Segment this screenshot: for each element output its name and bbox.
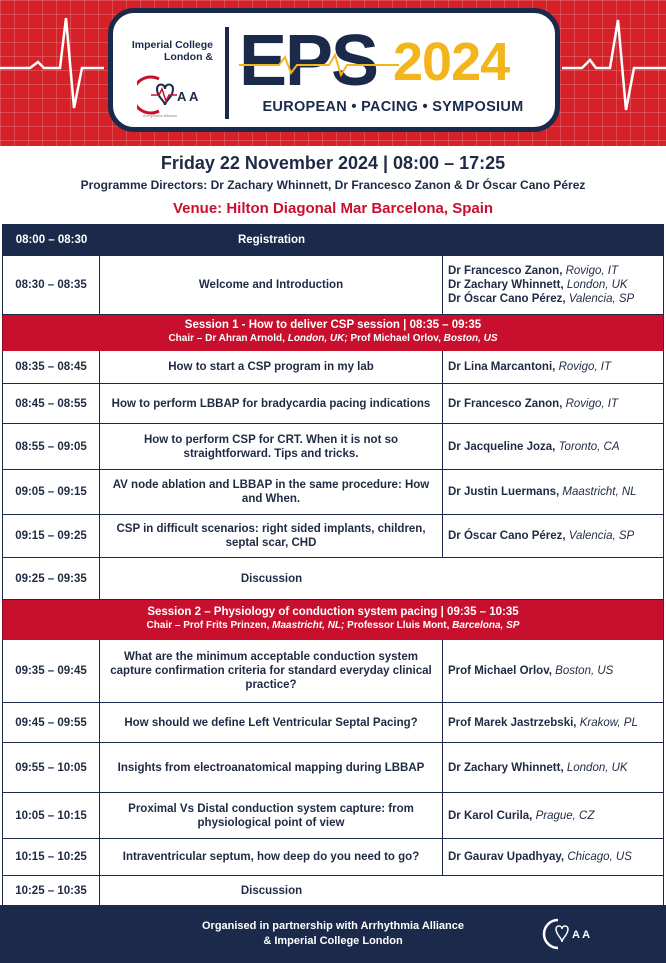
row-speaker: Dr Gaurav Upadhyay, Chicago, US bbox=[448, 851, 632, 863]
row-time: 10:05 – 10:15 bbox=[3, 793, 100, 838]
speaker: Dr Zachary Whinnett, London, UK bbox=[448, 279, 628, 291]
table-row-discussion bbox=[2, 558, 664, 600]
row-title: How to perform LBBAP for bradycardia pacing indications bbox=[100, 384, 443, 423]
row-time: 08:35 – 08:45 bbox=[3, 351, 100, 383]
row-title: Intraventricular septum, how deep do you need to go? bbox=[100, 839, 443, 875]
row-title: How to start a CSP program in my lab bbox=[100, 351, 443, 383]
row-speaker: Dr Jacqueline Joza, Toronto, CA bbox=[448, 440, 620, 453]
row-time: 08:30 – 08:35 bbox=[3, 256, 100, 314]
row-time: 09:05 – 09:15 bbox=[3, 470, 100, 514]
row-time: 09:25 – 09:35 bbox=[3, 558, 100, 599]
eps-year: 2024 bbox=[393, 32, 510, 92]
session-title: Session 1 - How to deliver CSP session | 08:35 – 09:35 bbox=[184, 319, 482, 331]
row-title: AV node ablation and LBBAP in the same procedure: How and When. bbox=[100, 470, 443, 514]
row-time: 08:00 – 08:30 bbox=[15, 233, 88, 246]
session-chair: Chair – Prof Frits Prinzen, Maastricht, NL; Professor Lluis Mont, Barcelona, SP bbox=[146, 620, 520, 631]
row-time: 10:15 – 10:25 bbox=[3, 839, 100, 875]
arrhythmia-alliance-logo bbox=[137, 71, 199, 117]
table-row bbox=[2, 384, 664, 424]
row-title: What are the minimum acceptable conduction system capture confirmation criteria for standard everyday clinical practice? bbox=[100, 640, 443, 702]
row-title: CSP in difficult scenarios: right sided implants, children, septal scar, CHD bbox=[100, 515, 443, 557]
eps-text: EPS bbox=[239, 21, 378, 101]
row-title: Registration bbox=[237, 233, 306, 246]
row-title: Discussion bbox=[240, 572, 303, 585]
row-time: 09:35 – 09:45 bbox=[3, 640, 100, 702]
table-row bbox=[2, 470, 664, 515]
table-row bbox=[2, 839, 664, 876]
svg-text:A A: A A bbox=[177, 89, 199, 104]
event-banner bbox=[0, 0, 666, 146]
event-date: Friday 22 November 2024 | 08:00 – 17:25 bbox=[160, 153, 506, 173]
row-speaker: Dr Francesco Zanon, Rovigo, IT bbox=[448, 397, 619, 410]
symposium-title: EUROPEAN • PACING • SYMPOSIUM bbox=[262, 99, 524, 115]
eps-wordmark bbox=[239, 23, 557, 103]
session-chair: Chair – Dr Ahran Arnold, London, UK; Prof Michael Orlov, Boston, US bbox=[168, 333, 498, 344]
row-speakers bbox=[443, 256, 663, 314]
row-speaker: Dr Óscar Cano Pérez, Valencia, SP bbox=[448, 530, 635, 542]
table-row-welcome bbox=[2, 256, 664, 315]
svg-text:A A: A A bbox=[572, 929, 591, 941]
table-row bbox=[2, 793, 664, 839]
row-speaker: Prof Marek Jastrzebski, Krakow, PL bbox=[448, 716, 638, 729]
row-time: 09:55 – 10:05 bbox=[3, 743, 100, 792]
row-speaker: Dr Justin Luermans, Maastricht, NL bbox=[448, 486, 637, 498]
row-title: Proximal Vs Distal conduction system capture: from physiological point of view bbox=[100, 793, 443, 838]
table-row bbox=[2, 424, 664, 470]
row-speaker: Dr Karol Curila, Prague, CZ bbox=[448, 809, 595, 822]
session-1-header bbox=[2, 315, 664, 351]
row-title: How to perform CSP for CRT. When it is not so straightforward. Tips and tricks. bbox=[100, 424, 443, 469]
table-row-registration bbox=[2, 224, 664, 256]
logo-divider bbox=[225, 27, 229, 119]
eps-logo-card bbox=[108, 8, 560, 132]
row-title: Discussion bbox=[240, 884, 303, 897]
row-speaker: Dr Zachary Whinnett, London, UK bbox=[448, 761, 628, 774]
row-title: Welcome and Introduction bbox=[100, 256, 443, 314]
programme-directors: Programme Directors: Dr Zachary Whinnett, Dr Francesco Zanon & Dr Óscar Cano Pérez bbox=[80, 178, 586, 192]
arrhythmia-alliance-label: Arrhythmia Alliance bbox=[143, 113, 178, 118]
imperial-college-label: Imperial College London & bbox=[131, 39, 213, 63]
row-speaker: Prof Michael Orlov, Boston, US bbox=[448, 665, 614, 677]
row-title: Insights from electroanatomical mapping during LBBAP bbox=[100, 743, 443, 792]
row-time: 10:25 – 10:35 bbox=[3, 876, 100, 905]
row-title: How should we define Left Ventricular Septal Pacing? bbox=[100, 703, 443, 742]
table-row bbox=[2, 743, 664, 793]
table-row bbox=[2, 640, 664, 703]
speaker: Dr Francesco Zanon, Rovigo, IT bbox=[448, 265, 619, 277]
footer bbox=[0, 905, 666, 963]
table-row bbox=[2, 515, 664, 558]
arrhythmia-alliance-footer-logo bbox=[542, 916, 608, 952]
row-time: 08:55 – 09:05 bbox=[3, 424, 100, 469]
table-row-discussion bbox=[2, 876, 664, 906]
partnership-text: Organised in partnership with Arrhythmia Alliance & Imperial College London bbox=[201, 920, 464, 947]
table-row bbox=[2, 703, 664, 743]
session-title: Session 2 – Physiology of conduction system pacing | 09:35 – 10:35 bbox=[147, 606, 519, 618]
speaker: Dr Óscar Cano Pérez, Valencia, SP bbox=[448, 293, 635, 305]
table-row bbox=[2, 351, 664, 384]
row-time: 09:15 – 09:25 bbox=[3, 515, 100, 557]
row-time: 08:45 – 08:55 bbox=[3, 384, 100, 423]
row-speaker: Dr Lina Marcantoni, Rovigo, IT bbox=[448, 361, 611, 373]
row-time: 09:45 – 09:55 bbox=[3, 703, 100, 742]
eps-ecg-icon bbox=[239, 53, 399, 77]
session-2-header bbox=[2, 600, 664, 640]
event-venue: Venue: Hilton Diagonal Mar Barcelona, Spain bbox=[172, 200, 494, 217]
